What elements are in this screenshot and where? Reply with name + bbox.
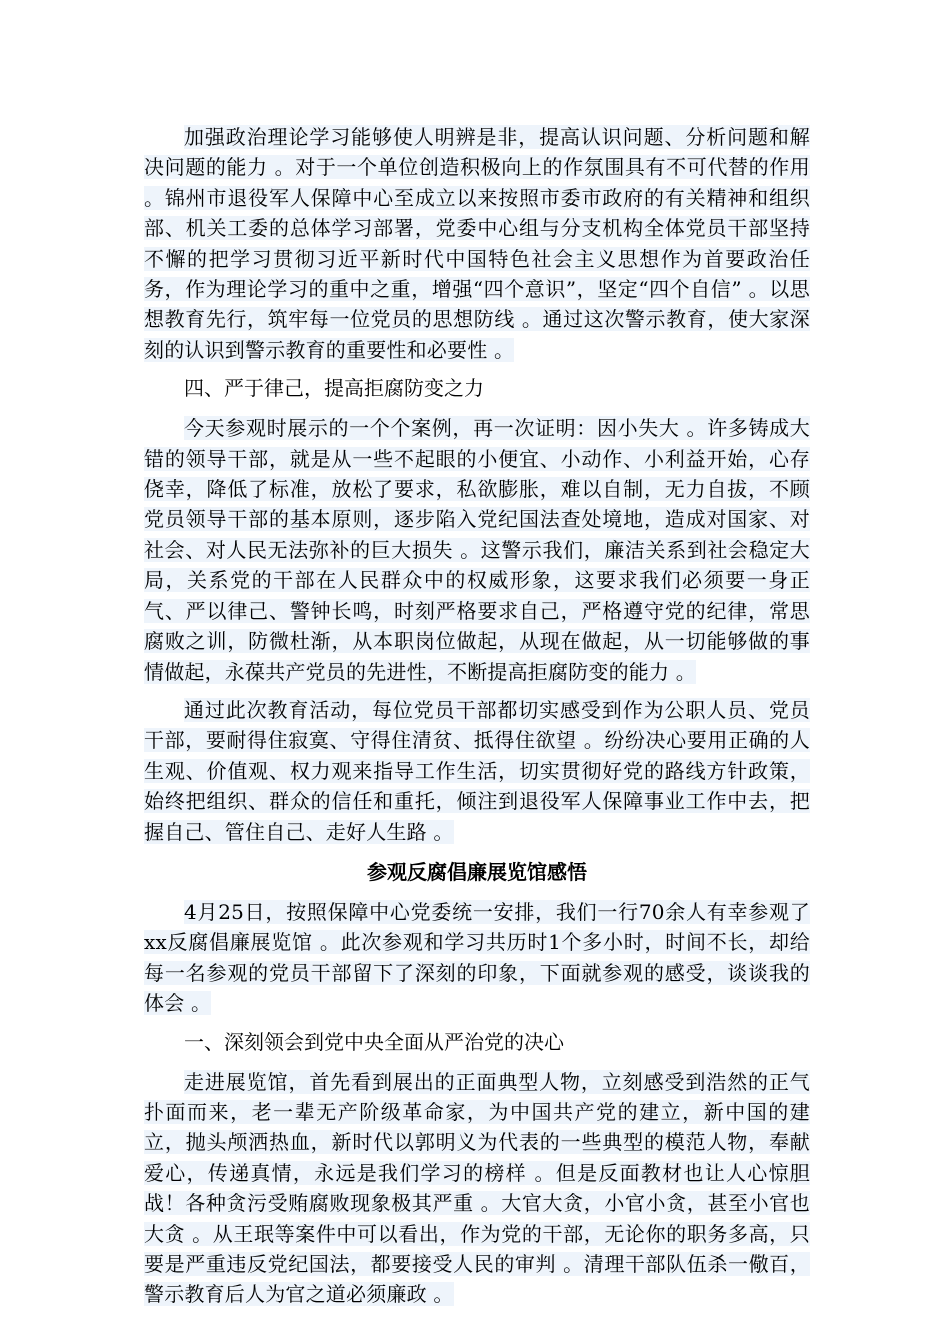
section-heading-self-discipline: 四、严于律己，提高拒腐防变之力 (184, 376, 484, 401)
paragraph-cases (144, 413, 810, 687)
paragraph-text: 通过此次教育活动，每位党员干部都切实感受到作为公职人员、党员干部，要耐得住寂寞、守得住清贫、抵得住欲望 。纷纷决心要用正确的人生观、价值观、权力观来指导工作生活，切实贯彻好党的路线方针政策，始终把组织、群众的信任和重托，倾注到退役军人保障事业工作中去，把握自己、管住自己、走好人生路 。 (144, 697, 810, 844)
paragraph-theory-study (144, 122, 810, 365)
paragraph-education-activity (144, 695, 810, 847)
paragraph-visit-intro (144, 897, 810, 1019)
paragraph-exhibition (144, 1067, 810, 1310)
paragraph-text: 今天参观时展示的一个个案例，再一次证明：因小失大 。许多铸成大错的领导干部，就是从一些不起眼的小便宜、小动作、小利益开始，心存侥幸，降低了标准，放松了要求，私欲膨胀，难以自制，无力自拔，不顾党员领导干部的基本原则，逐步陷入党纪国法查处境地，造成对国家、对社会、对人民无法弥补的巨大损失 。这警示我们，廉洁关系到社会稳定大局，关系党的干部在人民群众中的权威形象，这要求我们必须要一身正气、严以律己、警钟长鸣，时刻严格要求自己，严格遵守党的纪律，常思腐败之训，防微杜渐，从本职岗位做起，从现在做起，从一切能够做的事情做起，永葆共产党员的先进性，不断提高拒腐防变的能力 。 (144, 416, 810, 684)
document-title: 参观反腐倡廉展览馆感悟 (367, 859, 587, 884)
document-body (144, 122, 810, 1318)
paragraph-text: 4月25日，按照保障中心党委统一安排，我们一行70余人有幸参观了xx反腐倡廉展览馆 。此次参观和学习共历时1个多小时，时间不长，却给每一名参观的党员干部留下了深刻的印象，下面就参观的感受，谈谈我的体会 。 (144, 899, 810, 1016)
paragraph-text: 走进展览馆，首先看到展出的正面典型人物，立刻感受到浩然的正气扑面而来，老一辈无产阶级革命家，为中国共产党的建立，新中国的建立，抛头颅洒热血，新时代以郭明义为代表的一些典型的模范人物，奉献爱心，传递真情，永远是我们学习的榜样 。但是反面教材也让人心惊胆战！各种贪污受贿腐败现象极其严重 。大官大贪，小官小贪，甚至小官也大贪 。从王珉等案件中可以看出，作为党的干部，无论你的职务多高，只要是严重违反党纪国法，都要接受人民的审判 。清理干部队伍杀一儆百，警示教育后人为官之道必须廉政 。 (144, 1069, 810, 1307)
section-heading-party-resolve: 一、深刻领会到党中央全面从严治党的决心 (184, 1029, 564, 1054)
paragraph-text: 加强政治理论学习能够使人明辨是非，提高认识问题、分析问题和解决问题的能力 。对于一个单位创造积极向上的作氛围具有不可代替的作用 。锦州市退役军人保障中心至成立以来按照市委市政府的有关精神和组织部、机关工委的总体学习部署，党委中心组与分支机构全体党员干部坚持不懈的把学习贯彻习近平新时代中国特色社会主义思想作为首要政治任务，作为理论学习的重中之重，增强“四个意识”，坚定“四个自信” 。以思想教育先行，筑牢每一位党员的思想防线 。通过这次警示教育，使大家深刻的认识到警示教育的重要性和必要性 。 (144, 125, 810, 362)
